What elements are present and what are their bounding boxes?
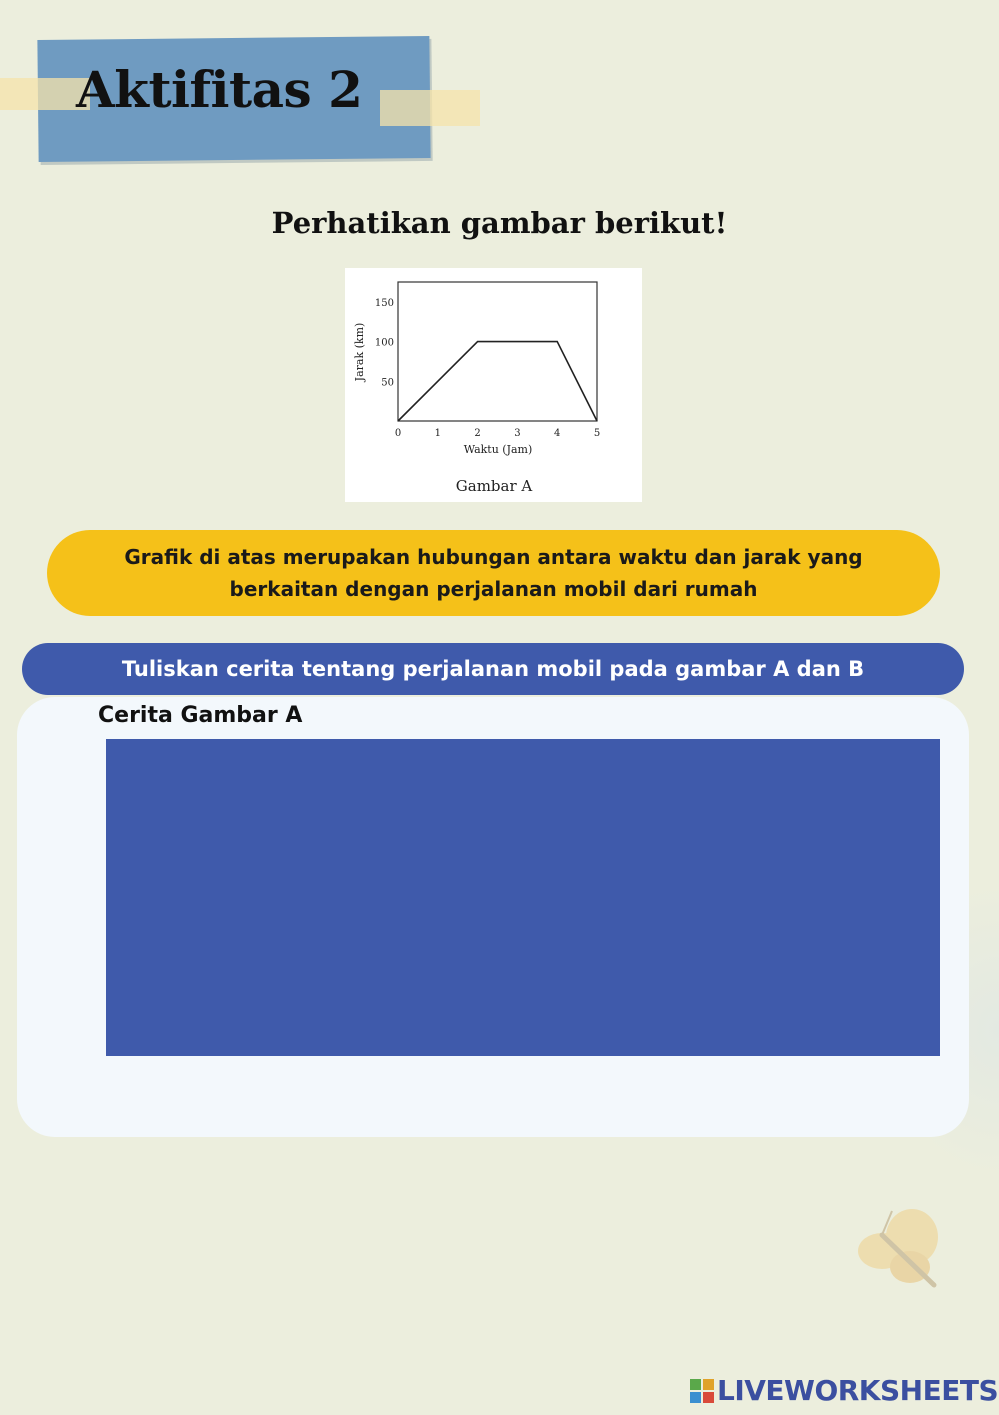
- series-line: [398, 342, 597, 421]
- instruction-banner: [22, 643, 964, 695]
- info-note: [47, 530, 940, 616]
- answer-label: Cerita Gambar A: [98, 703, 303, 728]
- story-answer-input[interactable]: [106, 739, 940, 1056]
- title-banner: [28, 36, 430, 166]
- x-tick-label: 1: [434, 428, 441, 439]
- y-tick-label: 100: [374, 337, 394, 349]
- chart-caption: Gambar A: [455, 477, 533, 495]
- note-line-1: Grafik di atas merupakan hubungan antara waktu dan jarak yang: [124, 545, 863, 569]
- tape-decoration: [380, 90, 480, 126]
- liveworksheets-brand: [690, 1374, 998, 1407]
- x-tick-label: 0: [394, 428, 402, 439]
- x-axis-label: Waktu (Jam): [463, 443, 533, 456]
- instruction-text: Tuliskan cerita tentang perjalanan mobil pada gambar A dan B: [121, 657, 865, 681]
- x-tick-label: 2: [474, 428, 481, 439]
- butterfly-icon: [852, 1205, 947, 1295]
- distance-time-chart: [345, 268, 642, 502]
- note-line-2: berkaitan dengan perjalanan mobil dari rumah: [229, 577, 758, 601]
- plot-frame: [398, 282, 597, 421]
- brand-name: LIVEWORKSHEETS: [717, 1374, 999, 1407]
- liveworksheets-logo-icon: [690, 1379, 714, 1403]
- page-title: Aktifitas 2: [76, 60, 363, 119]
- x-tick-label: 4: [554, 428, 561, 439]
- chart-figure: [345, 268, 642, 502]
- x-tick-label: 3: [514, 428, 521, 439]
- x-tick-label: 5: [593, 428, 601, 439]
- prompt-subtitle: Perhatikan gambar berikut!: [271, 206, 728, 240]
- y-tick-label: 50: [381, 377, 394, 389]
- y-tick-label: 150: [374, 297, 394, 309]
- y-axis-label: Jarak (km): [353, 322, 366, 382]
